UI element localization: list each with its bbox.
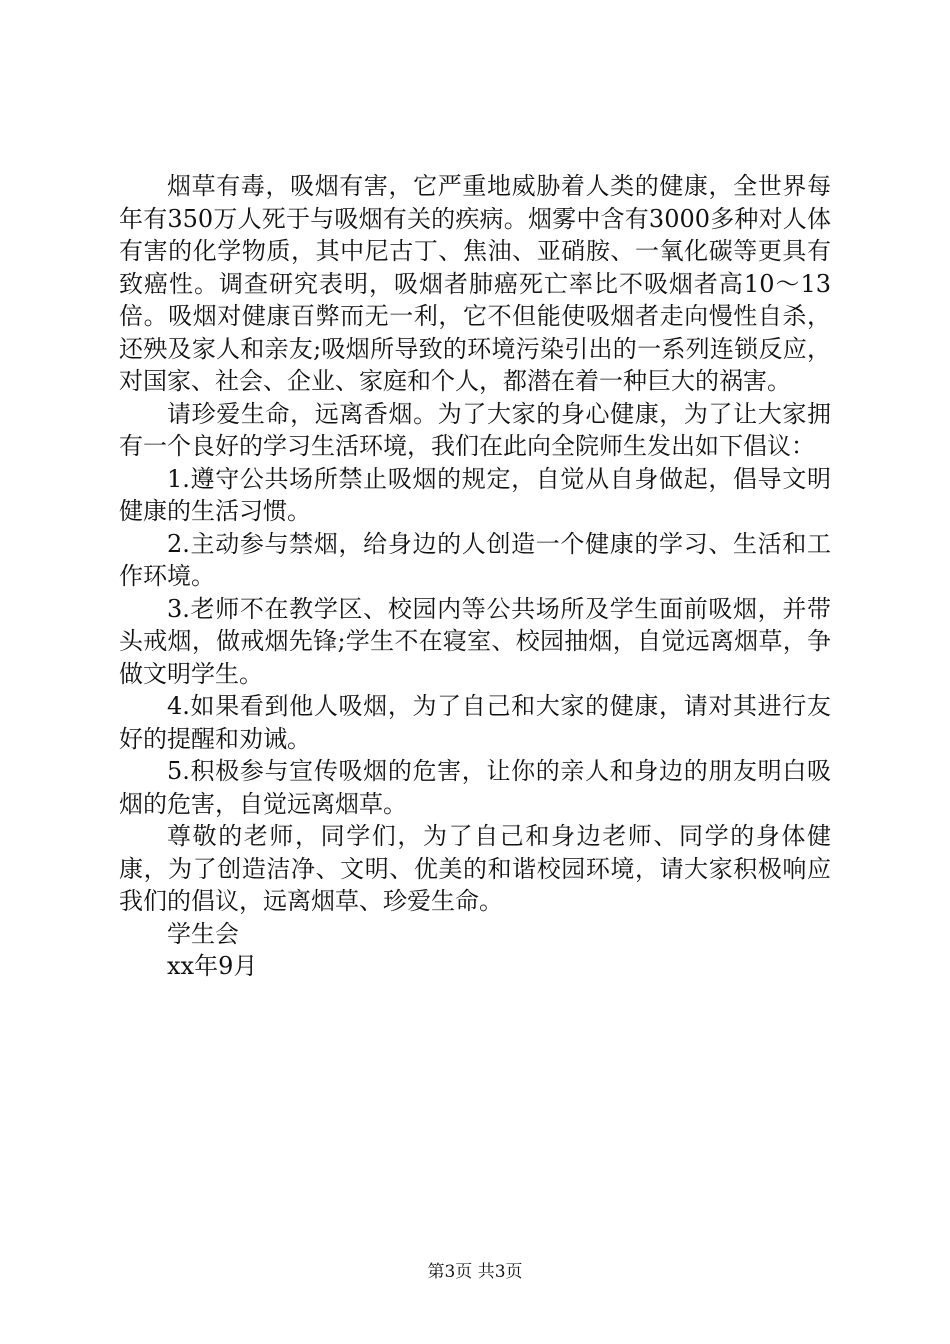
proposal-item-2: 2.主动参与禁烟，给身边的人创造一个健康的学习、生活和工作环境。	[119, 529, 831, 590]
proposal-item-5: 5.积极参与宣传吸烟的危害，让你的亲人和身边的朋友明白吸烟的危害，自觉远离烟草。	[119, 757, 831, 818]
intro-paragraph: 烟草有毒，吸烟有害，它严重地威胁着人类的健康，全世界每年有350万人死于与吸烟有关的疾病。烟雾中含有3000多种对人体有害的化学物质，其中尼古丁、焦油、亚硝胺、一氧化碳等更具有致癌性。调查研究表明，吸烟者肺癌死亡率比不吸烟者高10～13倍。吸烟对健康百弊而无一利，它不但能使吸烟者走向慢性自杀，还殃及家人和亲友;吸烟所导致的环境污染引出的一系列连锁反应，对国家、社会、企业、家庭和个人，都潜在着一种巨大的祸害。	[119, 172, 831, 395]
closing-paragraph: 尊敬的老师，同学们，为了自己和身边老师、同学的身体健康，为了创造洁净、文明、优美的和谐校园环境，请大家积极响应我们的倡议，远离烟草、珍爱生命。	[119, 822, 831, 915]
appeal-paragraph: 请珍爱生命，远离香烟。为了大家的身心健康，为了让大家拥有一个良好的学习生活环境，我们在此向全院师生发出如下倡议：	[119, 399, 831, 460]
page-footer: 第3页 共3页	[427, 1262, 523, 1282]
signature-date: xx年9月	[167, 952, 258, 980]
proposal-item-1: 1.遵守公共场所禁止吸烟的规定，自觉从自身做起，倡导文明健康的生活习惯。	[119, 464, 831, 525]
proposal-item-3: 3.老师不在教学区、校园内等公共场所及学生面前吸烟，并带头戒烟，做戒烟先锋;学生不在寝室、校园抽烟，自觉远离烟草，争做文明学生。	[119, 594, 831, 688]
signature: 学生会	[167, 919, 239, 948]
proposal-item-4: 4.如果看到他人吸烟，为了自己和大家的健康，请对其进行友好的提醒和劝诫。	[119, 692, 831, 753]
document-body	[119, 170, 831, 983]
